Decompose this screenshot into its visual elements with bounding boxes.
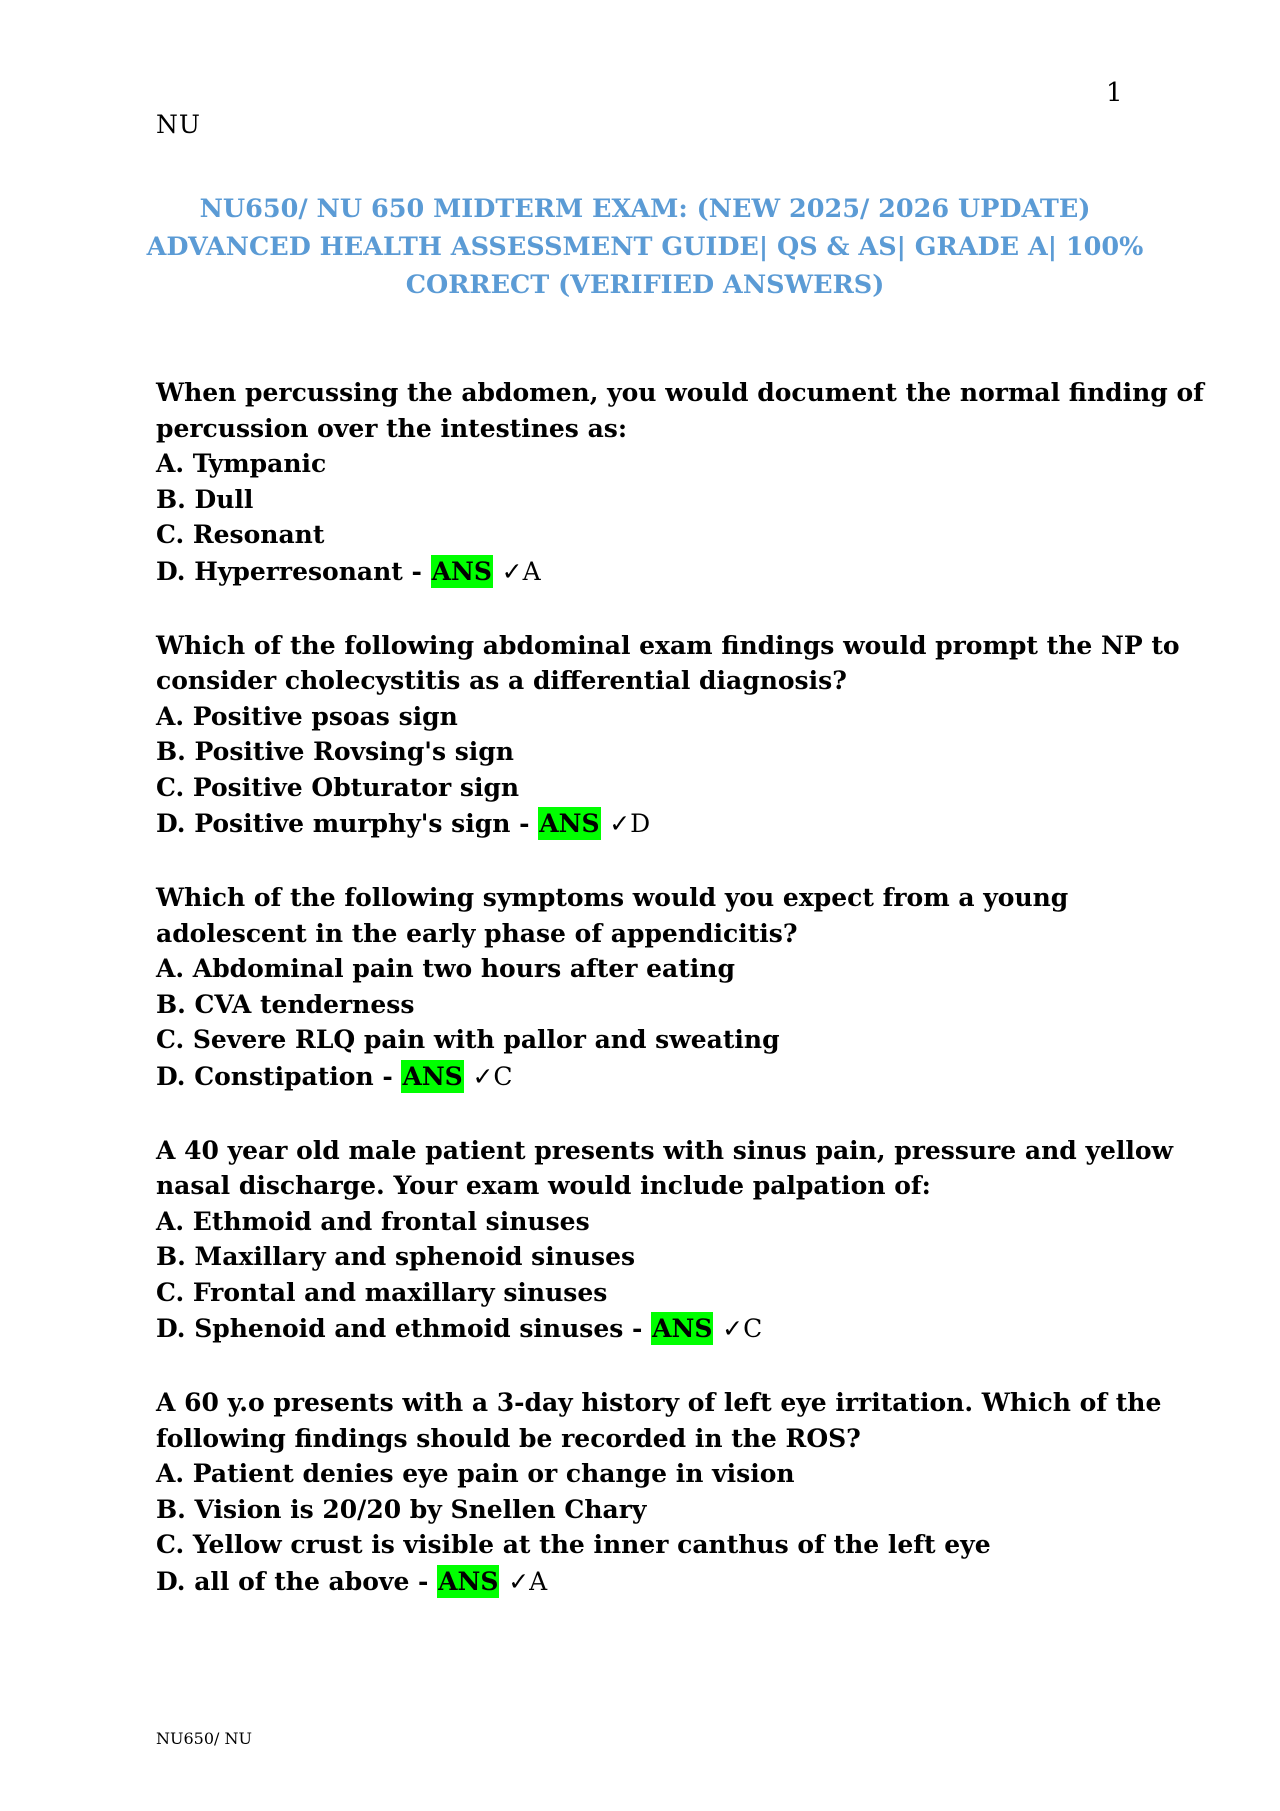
correct-answer: ✓C xyxy=(722,1314,763,1343)
question-text-line: nasal discharge. Your exam would include palpation of: xyxy=(156,1171,931,1200)
question-text-line: consider cholecystitis as a differential diagnosis? xyxy=(156,666,847,695)
option-a: A. Patient denies eye pain or change in vision xyxy=(156,1459,795,1488)
option-d: D. Hyperresonant - xyxy=(156,556,422,586)
option-d-row xyxy=(156,805,1156,843)
option-a: A. Positive psoas sign xyxy=(156,701,458,731)
option-b: B. Positive Rovsing's sign xyxy=(156,737,514,766)
option-c: C. Frontal and maxillary sinuses xyxy=(156,1277,608,1307)
option-c: C. Yellow crust is visible at the inner canthus of the left eye xyxy=(156,1530,991,1559)
page-footer: NU650/ NU xyxy=(156,1729,252,1748)
title-line: NU650/ NU 650 MIDTERM EXAM: (NEW 2025/ 2026 UPDATE) xyxy=(199,194,1091,224)
question-text-line: adolescent in the early phase of appendicitis? xyxy=(156,918,798,948)
document-title xyxy=(120,190,1170,304)
correct-answer: ✓C xyxy=(472,1061,513,1091)
question-item xyxy=(156,375,1204,591)
question-text-line: Which of the following symptoms would you expect from a young xyxy=(156,883,1069,912)
option-d: D. Constipation - xyxy=(156,1061,393,1091)
option-d: D. all of the above - xyxy=(156,1566,429,1596)
option-b: B. Vision is 20/20 by Snellen Chary xyxy=(156,1494,647,1524)
title-line: CORRECT (VERIFIED ANSWERS) xyxy=(405,270,885,300)
correct-answer: ✓A xyxy=(501,556,541,586)
correct-answer: ✓D xyxy=(609,809,651,838)
option-c: C. Resonant xyxy=(156,520,325,549)
ans-label: ANS xyxy=(402,1061,463,1091)
question-item xyxy=(156,880,1156,1096)
option-b: B. CVA tenderness xyxy=(156,989,415,1019)
option-d-row xyxy=(156,1310,1156,1348)
question-text-line: A 60 y.o presents with a 3-day history of left eye irritation. Which of the xyxy=(156,1388,1162,1417)
option-d-row xyxy=(156,1563,1156,1601)
option-d: D. Sphenoid and ethmoid sinuses - xyxy=(156,1314,643,1343)
option-a: A. Tympanic xyxy=(156,449,327,478)
option-c: C. Severe RLQ pain with pallor and sweating xyxy=(156,1025,780,1054)
question-text-line: When percussing the abdomen, you would document the normal finding of xyxy=(156,378,1204,407)
option-b: B. Dull xyxy=(156,484,254,514)
option-d-row xyxy=(156,553,1156,591)
question-item xyxy=(156,1385,1162,1601)
correct-answer: ✓A xyxy=(508,1566,548,1596)
option-d: D. Positive murphy's sign - xyxy=(156,809,530,838)
option-a: A. Abdominal pain two hours after eating xyxy=(156,954,735,983)
option-c: C. Positive Obturator sign xyxy=(156,772,520,802)
ans-label: ANS xyxy=(438,1566,499,1596)
question-item xyxy=(156,628,1180,844)
ans-label: ANS xyxy=(652,1314,713,1343)
question-text-line: Which of the following abdominal exam findings would prompt the NP to xyxy=(156,630,1180,660)
question-item xyxy=(156,1133,1174,1349)
option-d-row xyxy=(156,1058,1156,1096)
page-number: 1 xyxy=(1106,78,1123,108)
ans-label: ANS xyxy=(539,809,600,838)
question-text-line: percussion over the intestines as: xyxy=(156,413,628,443)
page-header: NU xyxy=(156,110,201,139)
question-text-line: following findings should be recorded in the ROS? xyxy=(156,1423,861,1453)
ans-label: ANS xyxy=(431,556,492,586)
question-list xyxy=(156,375,1204,1638)
option-a: A. Ethmoid and frontal sinuses xyxy=(156,1206,590,1236)
title-line: ADVANCED HEALTH ASSESSMENT GUIDE| QS & AS| GRADE A| 100% xyxy=(146,232,1144,262)
option-b: B. Maxillary and sphenoid sinuses xyxy=(156,1242,636,1271)
question-text-line: A 40 year old male patient presents with sinus pain, pressure and yellow xyxy=(156,1135,1174,1165)
